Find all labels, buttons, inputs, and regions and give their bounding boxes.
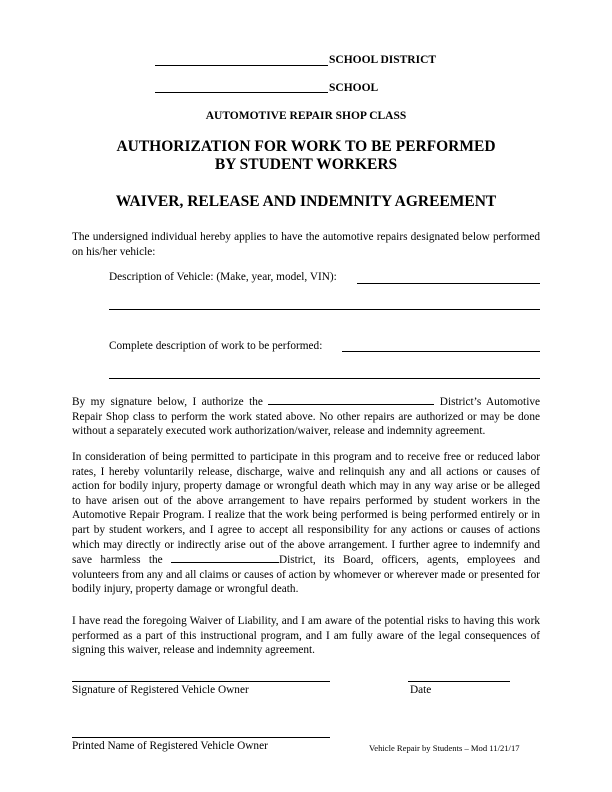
owner-signature-field[interactable] xyxy=(72,681,330,682)
vehicle-description-label: Description of Vehicle: (Make, year, model, VIN): xyxy=(109,271,337,283)
school-label: SCHOOL xyxy=(329,82,379,94)
owner-signature-label: Signature of Registered Vehicle Owner xyxy=(72,684,249,696)
vehicle-description-field-2[interactable] xyxy=(109,309,540,310)
authorization-paragraph xyxy=(72,394,540,439)
indemnify-district-field[interactable] xyxy=(171,552,279,563)
release-district-word: District, xyxy=(278,554,316,567)
document-title-line1: AUTHORIZATION FOR WORK TO BE PERFORMED xyxy=(116,138,496,155)
authorization-text-before: By my signature below, I authorize the xyxy=(72,396,263,408)
work-description-field-2[interactable] xyxy=(109,378,540,379)
date-label: Date xyxy=(410,684,432,696)
acknowledgement-paragraph: I have read the foregoing Waiver of Liability, and I am aware of the potential risks to having this work performed as a part of this instructional program, and I am fully aware of the legal consequences of signing this waiver, release and indemnity agreement. xyxy=(72,615,540,657)
intro-paragraph: The undersigned individual hereby applies to have the automotive repairs designated below performed on his/her vehicle: xyxy=(72,231,540,258)
release-text-part1: In consideration of being permitted to participate in this program and to receive free or reduced labor rates, I hereby voluntarily release, discharge, waive and relinquish any and all actions or causes of action for bodily injury, property damage or wrongful death which may in any way arise or be alleged to have arisen out of the above arrangement to have repairs performed by student workers in the Automotive Repair Program. I realize that the work being performed is being performed entirely or in part by student workers, and I agree to accept all responsibility for any actions or causes of actions which may directly or indirectly arise out of the above arrangement. I further agree to indemnify and save harmless the xyxy=(72,451,540,567)
district-label: SCHOOL DISTRICT xyxy=(329,54,437,66)
authorized-district-field[interactable] xyxy=(268,394,434,405)
work-description-field[interactable] xyxy=(342,351,540,352)
printed-name-label: Printed Name of Registered Vehicle Owner xyxy=(72,740,268,752)
release-text-part2: its Board, officers, agents, employees and volunteers from any and all claims or causes of action by whomever or wherever made or presented for bodily injury, property damage or wrongful death. xyxy=(72,554,541,596)
district-name-field[interactable] xyxy=(155,65,328,66)
work-description-label: Complete description of work to be performed: xyxy=(109,340,323,352)
printed-name-field[interactable] xyxy=(72,737,330,738)
date-field[interactable] xyxy=(408,681,510,682)
school-name-field[interactable] xyxy=(155,92,328,93)
document-subtitle: WAIVER, RELEASE AND INDEMNITY AGREEMENT xyxy=(115,193,497,210)
vehicle-description-field[interactable] xyxy=(357,283,540,284)
release-paragraph xyxy=(72,450,540,597)
authorization-text-after: District’s Automotive Repair Shop class to perform the work stated above. No other repairs are authorized or may be done without a separately executed work authorization/waiver, release and indemnity agreement. xyxy=(72,396,540,438)
footer-note: Vehicle Repair by Students – Mod 11/21/17 xyxy=(369,743,520,753)
document-title-line2: BY STUDENT WORKERS xyxy=(214,156,398,173)
class-label: AUTOMOTIVE REPAIR SHOP CLASS xyxy=(205,110,407,122)
